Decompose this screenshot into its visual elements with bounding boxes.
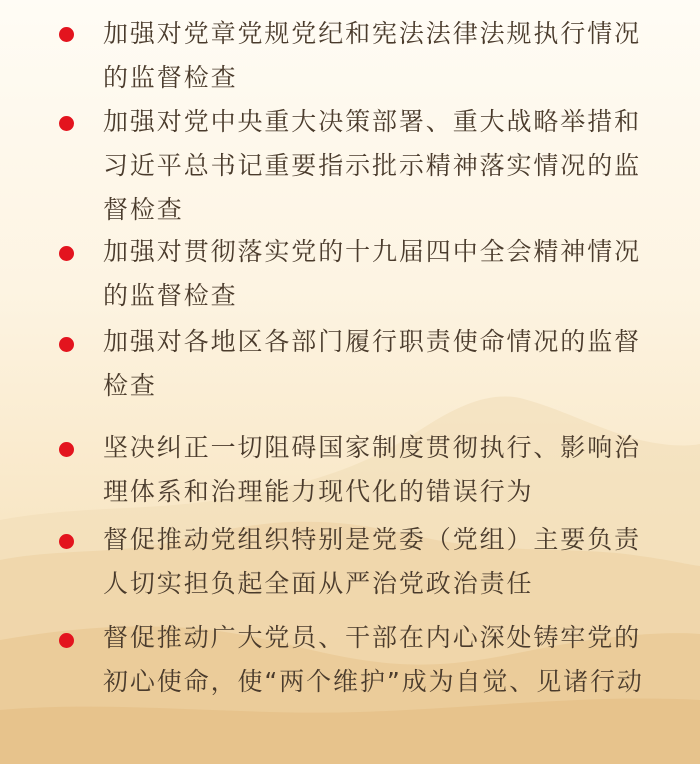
list-item-text: 坚决纠正一切阻碍国家制度贯彻执行、影响治理体系和治理能力现代化的错误行为 — [103, 433, 642, 506]
red-dot-bullet-icon — [59, 337, 74, 352]
red-dot-bullet-icon — [59, 27, 74, 42]
red-dot-bullet-icon — [59, 633, 74, 648]
list-item-text: 加强对党中央重大决策部署、重大战略举措和习近平总书记重要指示批示精神落实情况的监督检查 — [103, 107, 642, 224]
red-dot-bullet-icon — [59, 246, 74, 261]
list-item-text: 督促推动党组织特别是党委（党组）主要负责人切实担负起全面从严治党政治责任 — [103, 525, 642, 598]
list-item-text: 加强对贯彻落实党的十九届四中全会精神情况的监督检查 — [103, 237, 642, 310]
list-item-text: 加强对党章党规党纪和宪法法律法规执行情况的监督检查 — [103, 19, 642, 92]
list-item-text: 督促推动广大党员、干部在内心深处铸牢党的初心使命，使“两个维护”成为自觉、见诸行动 — [103, 623, 644, 696]
red-dot-bullet-icon — [59, 442, 74, 457]
red-dot-bullet-icon — [59, 116, 74, 131]
red-dot-bullet-icon — [59, 534, 74, 549]
list-item-text: 加强对各地区各部门履行职责使命情况的监督检查 — [103, 327, 642, 400]
